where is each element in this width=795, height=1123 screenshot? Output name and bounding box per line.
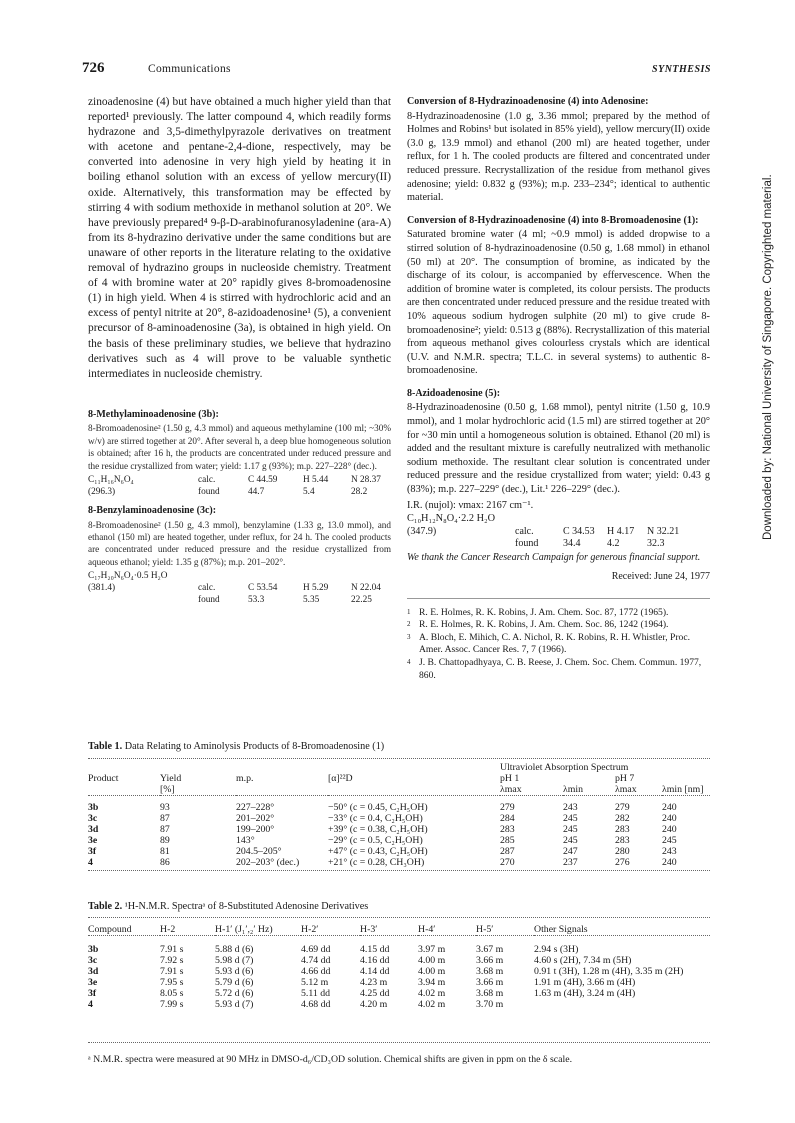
col-header: Other Signals	[534, 924, 588, 935]
exp3-text: 8-Hydrazinoadenosine (1.0 g, 3.36 mmol; prepared by the method of Holmes and Robins¹ but isolated in 85% yield), yellow mercury(II) oxide (3.0 g, 13.9 mmol) and ethanol (200 ml) are heated together, under reflux, for 1 h. The cooled products are filtered and concentrated under reduced pressure. Recrystallization of the residue from methanol gives adenosine; yield: 0.832 g (93%); m.p. 233–234°; identical to authentic material.	[407, 110, 710, 204]
received-date: Received: June 24, 1977	[611, 571, 710, 583]
reference: 3 A. Bloch, E. Mihich, C. A. Nichol, R. K. Robins, R. H. Whistler, Proc. Amer. Assoc. Cancer Res. 7, 7 (1966).	[407, 631, 690, 656]
mol-weight: (296.3)	[88, 487, 116, 497]
exp1-text: 8-Bromoadenosine² (1.50 g, 4.3 mmol) and aqueous methylamine (100 ml; ~30% w/v) are stirred together at 20°. After several h, a deep blue homogeneous solution is obtained; after 16 h, the products are concentrated under reduced pressure and the residue crystallized from water; yield: 1.17 g (93%); m.p. 227–228° (dec.).	[88, 423, 391, 471]
table-row: 3b 7.91 s 5.88 d (6) 4.69 dd 4.15 dd 3.97 m 3.67 m 2.94 s (3H)	[88, 944, 579, 955]
table2-footnote: ᵃ N.M.R. spectra were measured at 90 MHz in DMSO-d₆/CD₃OD solution. Chemical shifts are given in ppm on the δ scale.	[88, 1054, 573, 1065]
exp5-text: 8-Hydrazinoadenosine (0.50 g, 1.68 mmol), pentyl nitrite (1.50 g, 10.9 mmol), and 1 molar hydrochloric acid (1.5 ml) are stirred together at 20° for ~30 min until a homogeneous solution is obtained. Ethanol (20 ml) is added and the resultant mixture is carefully neutralized with methanolic sodium methoxide. The resultant clear solution is concentrated under reduced pressure and the residue crystallized from water; yield: 0.43 g (83%); m.p. 227–229° (dec.), Lit.¹ 226–229° (dec.).	[407, 402, 710, 496]
col-header: H-3′	[360, 924, 378, 935]
col-header: H-2′	[301, 924, 319, 935]
reference: 4 J. B. Chattopadhyaya, C. B. Reese, J. Chem. Soc. Chem. Commun. 1977, 860.	[407, 656, 702, 681]
col-header: Yield	[160, 773, 182, 784]
table-row: 3e 7.95 s 5.79 d (6) 5.12 m 4.23 m 3.94 m 3.66 m 1.91 m (4H), 3.66 m (4H)	[88, 977, 636, 988]
exp1-title: 8-Methylaminoadenosine (3b):	[88, 408, 219, 420]
table-row: 4 86 202–203° (dec.) +21° (c = 0.28, CH₃OH) 270 237 276 240	[88, 857, 677, 868]
table2-rule-top	[88, 917, 710, 918]
intro-paragraph: zinoadenosine (4) but have obtained a much higher yield than that reported¹ previously. The latter compound 4, which readily forms hydrazone and 3,5-dimethylpyrazole derivatives on treatment with acetone and pentane-2,4-dione, respectively, may be converted into adenosine in very high yield by heating it in boiling ethanol solution with an excess of yellow mercury(II) oxide. Alternatively, this transformation may be effected by stirring 4 with sodium methoxide in methanol solution at 20°. We have previously prepared⁴ 9-β-D-arabinofuranosyladenine (ara-A) from its 8-hydrazino derivative under the same conditions but are unaware of other reports in the literature relating to the oxidative removal of hydrazino groups in nucleoside chemistry. Treatment of 4 with bromine water at 20° rapidly gives 8-bromoadenosine (1) in high yield. When 4 is stirred with hydrochloric acid and an excess of pentyl nitrite at 20°, 8-azidoadenosine¹ (5), a convenient precursor of 8-aminoadenosine (3a), is obtained in high yield. On the basis of these preliminary studies, we believe that hydrazino derivatives such as 4 will prove to be valuable synthetic intermediates in nucleoside chemistry.	[88, 96, 391, 380]
mol-weight: (347.9)	[407, 525, 437, 537]
table-row: 3c 87 201–202° −33° (c = 0.4, C₂H₅OH) 284 245 282 240	[88, 813, 677, 824]
section-title: Communications	[148, 63, 231, 75]
exp2-text: 8-Bromoadenosine² (1.50 g, 4.3 mmol), benzylamine (1.33 g, 13.0 mmol), and ethanol (150 ml) are heated together, under reflux, for 24 h. The cooled products are concentrated under reduced pressure and the residue crystallized from aqueous ethanol; yield: 1.35 g (87%); m.p. 201–202°.	[88, 519, 391, 567]
col-header: H-4′	[418, 924, 436, 935]
col-header: λmin	[563, 784, 583, 795]
table2	[88, 924, 710, 1010]
col-header: H-1′ (J₁′,₂′ Hz)	[215, 924, 273, 935]
col-header: [α]²²D	[328, 773, 353, 784]
right-column	[407, 95, 710, 682]
mol-weight: (381.4)	[88, 583, 116, 594]
exp4-title: Conversion of 8-Hydrazinoadenosine (4) into 8-Bromoadenosine (1):	[407, 214, 699, 226]
exp4-text: Saturated bromine water (4 ml; ~0.9 mmol) is added dropwise to a stirred solution of 8-hydrazinoadenosine (0.50 g, 1.68 mmol) in ethanol (50 ml) at 20°. The consumption of bromine, as indicated by the discharge of its colour, is accompanied by effervescence. When the addition of bromine water is completed, its colour persists. The products are then concentrated under reduced pressure and the residue treated with 10% aqueous sodium hydrogen sulphite (20 ml) to give crude 8-bromoadenosine²; yield: 0.513 g (88%). Recrystallization of this material from aqueous methanol gives colourless crystals which are identical (U.V. and N.M.R. spectra; T.L.C. in several systems) to authentic 8-bromoadenosine.	[407, 229, 710, 377]
references	[407, 598, 710, 683]
left-column	[88, 95, 391, 606]
exp2-analysis: C₁₇H₂₀N₆O₄·0.5 H₂O (381.4) calc. C 53.54 H 5.29 N 22.04 found 53.3 5.35 22.25	[88, 570, 391, 606]
exp2-title: 8-Benzylaminoadenosine (3c):	[88, 505, 217, 516]
download-watermark: Downloaded by: National University of Singapore. Copyrighted material.	[762, 174, 774, 540]
table-row: 3f 81 204.5–205° +47° (c = 0.43, C₂H₅OH) 287 247 280 243	[88, 846, 677, 857]
reference: 2 R. E. Holmes, R. K. Robins, J. Am. Chem. Soc. 86, 1242 (1964).	[407, 619, 669, 631]
table-row: 3c 7.92 s 5.98 d (7) 4.74 dd 4.16 dd 4.00 m 3.66 m 4.60 s (2H), 7.34 m (5H)	[88, 955, 632, 966]
table1-title: Table 1. Data Relating to Aminolysis Products of 8-Bromoadenosine (1)	[88, 741, 385, 752]
table-row: 3e 89 143° −29° (c = 0.5, C₂H₅OH) 285 245 283 245	[88, 835, 677, 846]
table2-rule-bottom	[88, 1042, 710, 1043]
table-row: 3f 8.05 s 5.72 d (6) 5.11 dd 4.25 dd 4.02 m 3.68 m 1.63 m (4H), 3.24 m (4H)	[88, 988, 636, 999]
col-header: λmax	[500, 784, 522, 795]
table1: Ultraviolet Absorption Spectrum Product Yield m.p. [α]²²D pH 1 pH 7 [%] λmax λmin λmax λmin [nm] 3b 93 227–228° −50° (c = 0.45, C₂H₅OH) 279 243 279 240 3c 87 201–202° −33° (c = 0.4, C₂H₅OH) 284 245 282 240 3d 87 199–200° +39° (c = 0.38, C₂H₅OH) 283 245 283 240 3e 89 143° −29° (c = 0.5, C₂H₅OH) 285 245 283 245 3f 81 204.5–205° +47° (c = 0.43, C₂H₅OH) 287 247 280 243 4 86 202–203° (dec.) +21° (c = 0.28, CH₃OH) 270 237 276 240	[88, 762, 710, 868]
table1-rule-top	[88, 758, 710, 759]
table-row: 4 7.99 s 5.93 d (7) 4.68 dd 4.20 m 4.02 m 3.70 m	[88, 999, 504, 1010]
journal-name: SYNTHESIS	[652, 64, 711, 75]
exp1-analysis: C₁₁H₁₆N₆O₄ calc. C 44.59 H 5.44 N 28.37 (296.3) found 44.7 5.4 28.2	[88, 475, 381, 497]
col-header: m.p.	[236, 773, 254, 784]
table-row: 3d 87 199–200° +39° (c = 0.38, C₂H₅OH) 283 245 283 240	[88, 824, 677, 835]
col-header: Compound	[88, 924, 132, 935]
col-header: λmin [nm]	[662, 784, 704, 795]
uv-header: Ultraviolet Absorption Spectrum	[500, 762, 629, 773]
table-row: 3d 7.91 s 5.93 d (6) 4.66 dd 4.14 dd 4.00 m 3.68 m 0.91 t (3H), 1.28 m (4H), 3.35 m (2H)	[88, 966, 684, 977]
exp5-ir: I.R. (nujol): νmax: 2167 cm⁻¹.	[407, 499, 534, 511]
col-header: H-5′	[476, 924, 494, 935]
col-header: λmax	[615, 784, 637, 795]
acknowledgement: We thank the Cancer Research Campaign for generous financial support.	[407, 551, 701, 563]
col-header: H-2	[160, 924, 176, 935]
page-number: 726	[82, 60, 105, 76]
table-row: 3b 93 227–228° −50° (c = 0.45, C₂H₅OH) 279 243 279 240	[88, 802, 677, 813]
exp5-formula: C₁₀H₁₂N₈O₄·2.2 H₂O	[407, 513, 496, 525]
formula: C₁₇H₂₀N₆O₄·0.5 H₂O	[88, 571, 168, 582]
reference: 1 R. E. Holmes, R. K. Robins, J. Am. Chem. Soc. 87, 1772 (1965).	[407, 606, 669, 618]
table2-title: Table 2. ¹H-N.M.R. Spectraᵃ of 8-Substituted Adenosine Derivatives	[88, 901, 369, 912]
exp3-title: Conversion of 8-Hydrazinoadenosine (4) into Adenosine:	[407, 96, 649, 107]
exp5-analysis: (347.9) calc. C 34.53 H 4.17 N 32.21 found 34.4 4.2 32.3	[407, 525, 680, 550]
col-header: Product	[88, 773, 119, 784]
exp5-title: 8-Azidoadenosine (5):	[407, 387, 501, 399]
table1-rule-bottom	[88, 870, 710, 871]
formula: C₁₁H₁₆N₆O₄	[88, 475, 134, 485]
